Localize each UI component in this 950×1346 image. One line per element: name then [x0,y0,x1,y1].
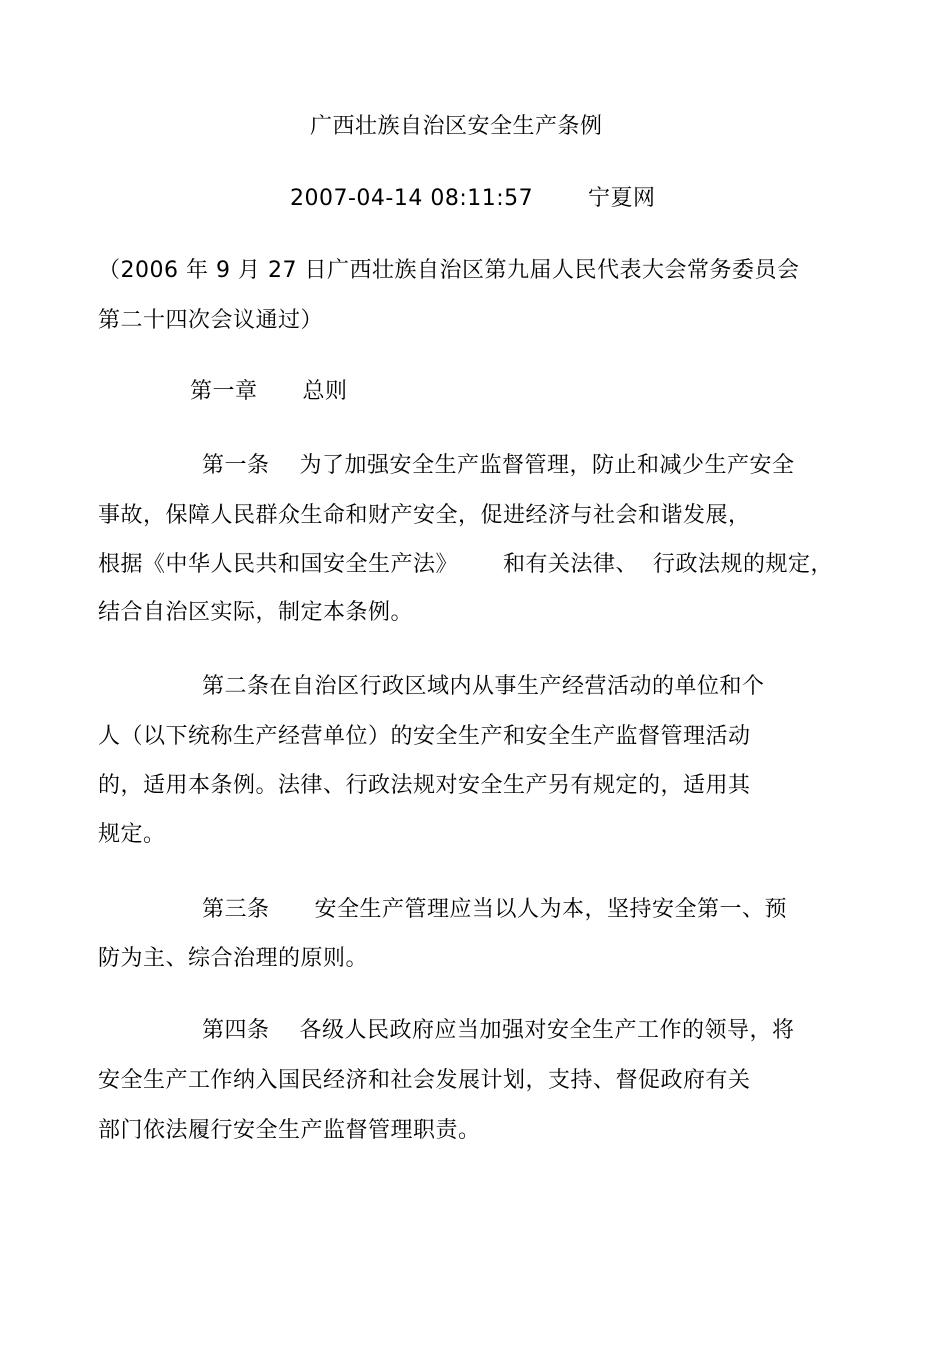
article-line: 第三条 安全生产管理应当以人为本，坚持安全第一、预 [202,897,787,922]
article-line: 部门依法履行安全生产监督管理职责。 [98,1118,481,1143]
article-line: 人（以下统称生产经营单位）的安全生产和安全生产监督管理活动 [98,724,751,749]
adoption-note-line-1: （2006 年 9 月 27 日广西壮族自治区第九届人民代表大会常务委员会 [98,258,800,283]
article-line: 规定。 [98,822,166,847]
article-line: 第一条 为了加强安全生产监督管理，防止和减少生产安全 [202,453,795,478]
article-line: 防为主、综合治理的原则。 [98,946,369,971]
chapter-heading: 第一章 总则 [190,379,348,404]
article-line: 的，适用本条例。法律、行政法规对安全生产另有规定的，适用其 [98,773,751,798]
publish-date: 2007-04-14 08:11:57 [290,186,534,211]
publish-source: 宁夏网 [588,186,656,211]
article-line: 结合自治区实际，制定本条例。 [98,600,414,625]
adoption-note-line-2: 第二十四次会议通过） [98,308,324,333]
article-line: 根据《中华人民共和国安全生产法》 和有关法律、 行政法规的规定， [98,552,833,577]
article-line: 事故，保障人民群众生命和财产安全，促进经济与社会和谐发展， [98,503,751,528]
article-line: 第二条在自治区行政区域内从事生产经营活动的单位和个 [202,674,765,699]
document-title: 广西壮族自治区安全生产条例 [310,114,603,139]
article-line: 第四条 各级人民政府应当加强对安全生产工作的领导，将 [202,1018,795,1043]
article-line: 安全生产工作纳入国民经济和社会发展计划，支持、督促政府有关 [98,1068,751,1093]
